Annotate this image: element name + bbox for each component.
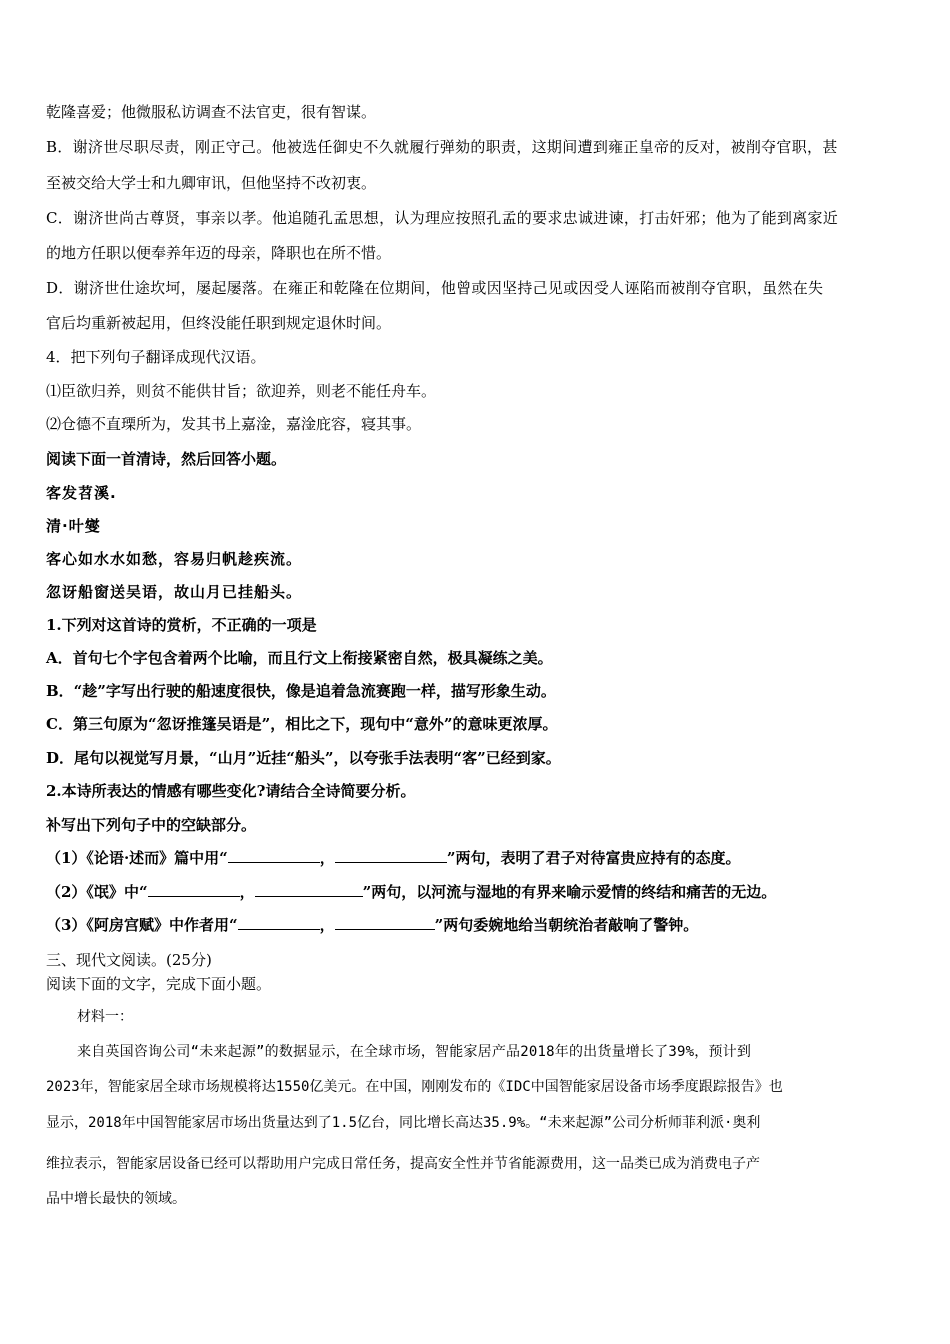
- option-b: B．谢济世尽职尽责，刚正守己。他被选任御史不久就履行弹劾的职责，这期间遭到雍正皇帝的反对，被削夺官职，甚: [46, 138, 838, 156]
- paragraph-line: 官后均重新被起用，但终没能任职到规定退休时间。: [46, 314, 392, 332]
- poem-line-2: 忽讶船窗送吴语，故山月已挂船头。: [46, 583, 303, 601]
- material-label: 材料一：: [77, 1009, 133, 1025]
- blank-field[interactable]: [335, 848, 447, 863]
- material-paragraph: 维拉表示，智能家居设备已经可以帮助用户完成日常任务，提高安全性并节省能源费用，这一品类已成为消费电子产: [46, 1156, 760, 1172]
- paragraph-line: 的地方任职以便奉养年迈的母亲，降职也在所不惜。: [46, 244, 392, 262]
- fill-blank-instruction: 补写出下列句子中的空缺部分。: [46, 816, 257, 834]
- choice-a: A．首句七个字包含着两个比喻，而且行文上衔接紧密自然，极具凝练之美。: [46, 649, 553, 667]
- choice-d: D．尾句以视觉写月景，“山月”近挂“船头”，以夸张手法表明“客”已经到家。: [46, 749, 561, 767]
- question-1: 1.下列对这首诗的赏析，不正确的一项是: [46, 616, 317, 634]
- material-paragraph: 显示，2018年中国智能家居市场出货量达到了1.5亿台，同比增长高达35.9%。“未来起源”公司分析师菲利派·奥利: [46, 1115, 761, 1131]
- poem-title: 客发苕溪.: [46, 484, 117, 502]
- section-heading: 三、现代文阅读。(25分): [46, 951, 212, 969]
- poem-line-1: 客心如水水如愁，容易归帆趁疾流。: [46, 550, 303, 568]
- fill-blank-1: （1）《论语·述而》篇中用“ ， ”两句，表明了君子对待富贵应持有的态度。: [46, 849, 741, 867]
- blank-field[interactable]: [335, 915, 435, 930]
- blank-field[interactable]: [228, 848, 320, 863]
- question-2: 2.本诗所表达的情感有哪些变化?请结合全诗简要分析。: [46, 782, 416, 800]
- blank-field[interactable]: [148, 882, 240, 897]
- blank-field[interactable]: [255, 882, 363, 897]
- option-d: D．谢济世仕途坎坷，屡起屡落。在雍正和乾隆在位期间，他曾或因坚持己见或因受人诬陷而被削夺官职，虽然在失: [46, 279, 824, 297]
- fill-blank-3: （3）《阿房宫赋》中作者用“ ， ”两句委婉地给当朝统治者敲响了警钟。: [46, 916, 699, 934]
- material-paragraph: 2023年，智能家居全球市场规模将达1550亿美元。在中国，刚刚发布的《IDC中国智能家居设备市场季度跟踪报告》也: [46, 1079, 783, 1095]
- reading-instruction: 阅读下面的文字，完成下面小题。: [46, 975, 272, 993]
- paragraph-line: 乾隆喜爱；他微服私访调查不法官吏，很有智谋。: [46, 103, 377, 121]
- material-paragraph: 品中增长最快的领域。: [46, 1191, 186, 1207]
- poem-author: 清·叶燮: [46, 517, 101, 535]
- poem-instruction: 阅读下面一首清诗，然后回答小题。: [46, 450, 287, 468]
- question-4: 4．把下列句子翻译成现代汉语。: [46, 348, 266, 366]
- translation-item-2: ⑵仓德不直瑮所为，发其书上嘉淦，嘉淦庇容，寝其事。: [46, 415, 422, 433]
- fill-blank-2: （2）《氓》中“ ， ”两句，以河流与湿地的有界来喻示爱情的终结和痛苦的无边。: [46, 883, 777, 901]
- material-paragraph: 来自英国咨询公司“未来起源”的数据显示，在全球市场，智能家居产品2018年的出货量增长了39%，预计到: [77, 1044, 752, 1060]
- blank-field[interactable]: [238, 915, 320, 930]
- paragraph-line: 至被交给大学士和九卿审讯，但他坚持不改初衷。: [46, 174, 377, 192]
- translation-item-1: ⑴臣欲归养，则贫不能供甘旨；欲迎养，则老不能任舟车。: [46, 382, 437, 400]
- choice-b: B．“趁”字写出行驶的船速度很快，像是追着急流赛跑一样，描写形象生动。: [46, 682, 556, 700]
- option-c: C．谢济世尚古尊贤，事亲以孝。他追随孔孟思想，认为理应按照孔孟的要求忠诚进谏，打击奸邪；他为了能到离家近: [46, 209, 839, 227]
- choice-c: C．第三句原为“忽讶推篷吴语是”，相比之下，现句中“意外”的意味更浓厚。: [46, 715, 558, 733]
